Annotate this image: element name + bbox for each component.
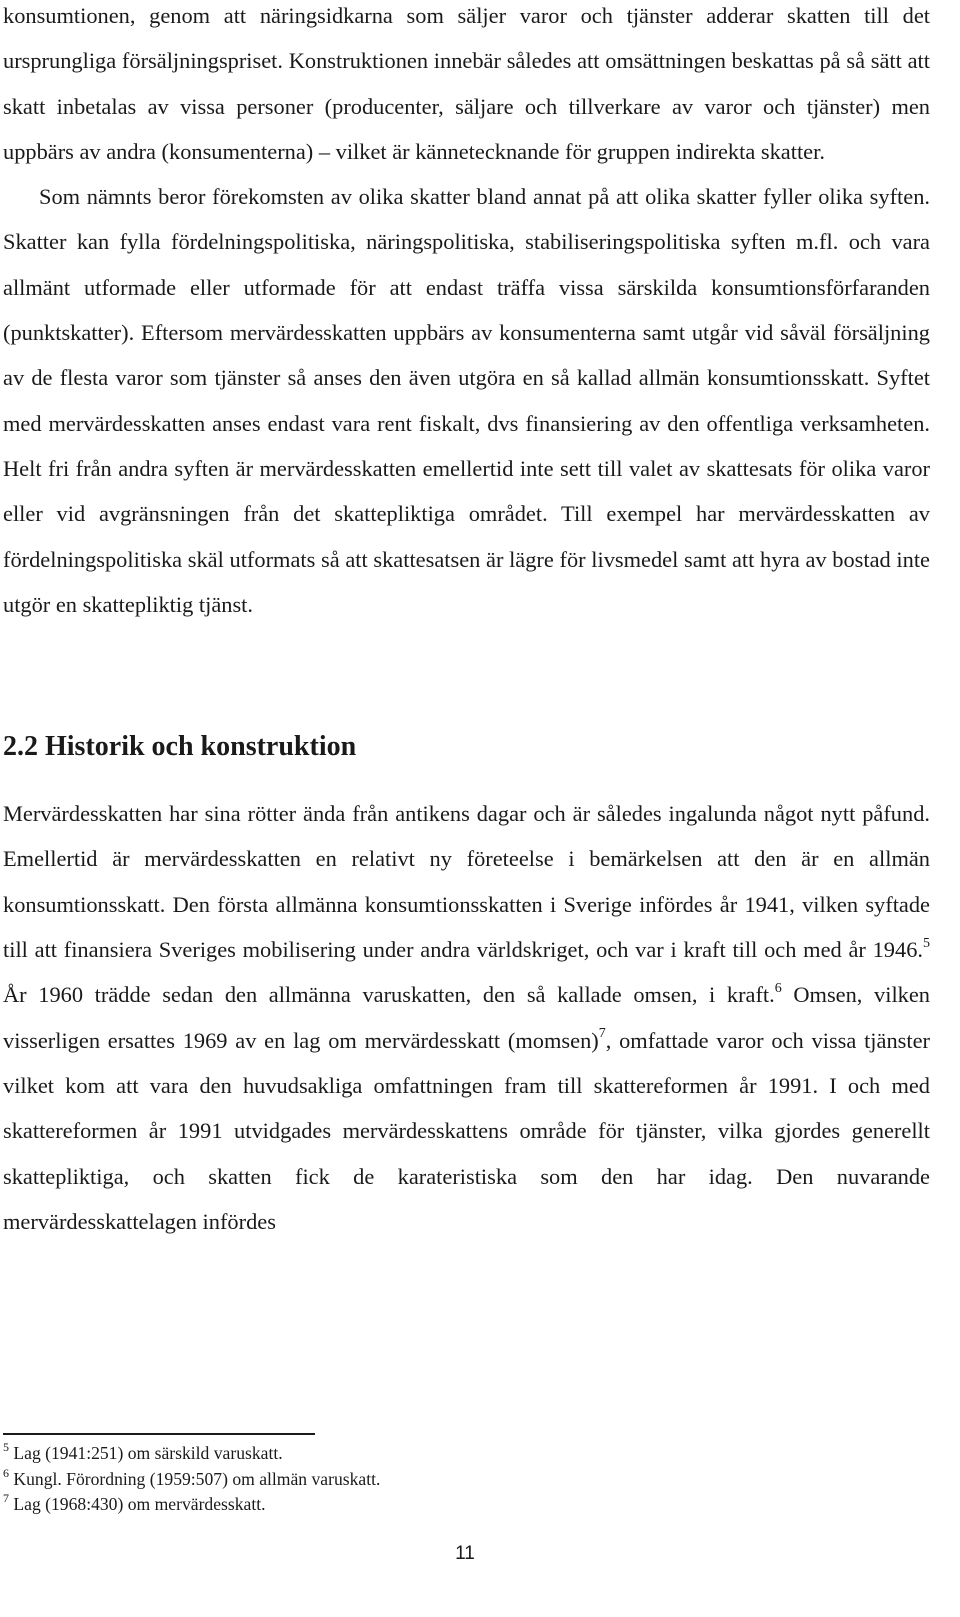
footnote-number: 5 — [3, 1440, 9, 1455]
footnote-text: Lag (1968:430) om mervärdesskatt. — [9, 1494, 266, 1515]
footnote-5 — [3, 1441, 903, 1467]
footnote-text: Kungl. Förordning (1959:507) om allmän varuskatt. — [9, 1468, 381, 1489]
section-spacer — [3, 627, 930, 727]
document-page — [3, 0, 930, 1244]
history-text-part2: År 1960 trädde sedan den allmänna varuskatten, den så kallade omsen, i kraft. — [3, 982, 775, 1008]
footnote-7 — [3, 1492, 903, 1518]
history-text-part4: , omfattade varor och vissa tjänster vilket kom att vara den huvudsakliga omfattningen fram till skattereformen år 1991. I och med skattereformen år 1991 utvidgades mervärdesskattens område för tjänster, vilka gjordes generellt skattepliktiga, och skatten fick de karateristiska som den har idag. Den nuvarande mervärdesskattelagen infördes — [3, 1027, 930, 1234]
footnotes — [3, 1441, 903, 1518]
section-heading: 2.2 Historik och konstruktion — [3, 731, 357, 763]
footnote-6 — [3, 1467, 903, 1493]
footnote-ref-5[interactable]: 5 — [923, 935, 930, 951]
body-paragraph-history — [3, 791, 930, 1244]
footnote-ref-6[interactable]: 6 — [774, 980, 782, 996]
footnote-text: Lag (1941:251) om särskild varuskatt. — [9, 1443, 283, 1463]
footnote-number: 6 — [3, 1465, 9, 1480]
footnote-number: 7 — [3, 1491, 9, 1506]
heading-spacer — [3, 767, 930, 791]
body-paragraph-tax-purposes: Som nämnts beror förekomsten av olika skatter bland annat på att olika skatter fyller olika syften. Skatter kan fylla fördelningspolitiska, näringspolitiska, stabiliseringspolitiska syften m.fl. och vara allmänt utformade eller utformade för att endast träffa vissa särskilda konsumtionsförfaranden (punktskatter). Eftersom mervärdesskatten uppbärs av konsumenterna samt utgår vid såväl försäljning av de flesta varor som tjänster så anses den även utgöra en så kallad allmän konsumtionsskatt. Syftet med mervärdesskatten anses endast vara rent fiskalt, dvs finansiering av den offentliga verksamheten. Helt fri från andra syften är mervärdesskatten emellertid inte sett till valet av skattesats för olika varor eller vid avgränsningen från det skattepliktiga området. Till exempel har mervärdesskatten av fördelningspolitiska skäl utformats så att skattesatsen är lägre för livsmedel samt att hyra av bostad inte utgör en skattepliktig tjänst. — [3, 184, 930, 617]
footnote-ref-7[interactable]: 7 — [598, 1026, 606, 1042]
history-text-part1: Mervärdesskatten har sina rötter ända från antikens dagar och är således ingalunda något nytt påfund. Emellertid är mervärdesskatten en relativt ny företeelse i bemärkelsen att den är en allmän konsumtionsskatt. Den första allmänna konsumtionsskatten i Sverige infördes år 1941, vilken syftade till att finansiera Sveriges mobilisering under andra världskriget, och var i kraft till och med år 1946. — [3, 801, 930, 963]
footnote-separator — [3, 1433, 315, 1435]
body-paragraph-continuation: konsumtionen, genom att näringsidkarna som säljer varor och tjänster adderar skatten till det ursprungliga försäljningspriset. Konstruktionen innebär således att omsättningen beskattas på så sätt att skatt inbetalas av vissa personer (producenter, säljare och tillverkare av varor och tjänster) men uppbärs av andra (konsumenterna) – vilket är kännetecknande för gruppen indirekta skatter. — [3, 3, 930, 164]
page-number: 11 — [455, 1543, 475, 1564]
history-text-part3: Omsen, vilken visserligen ersattes 1969 av en lag om mervärdesskatt (momsen) — [3, 982, 930, 1053]
